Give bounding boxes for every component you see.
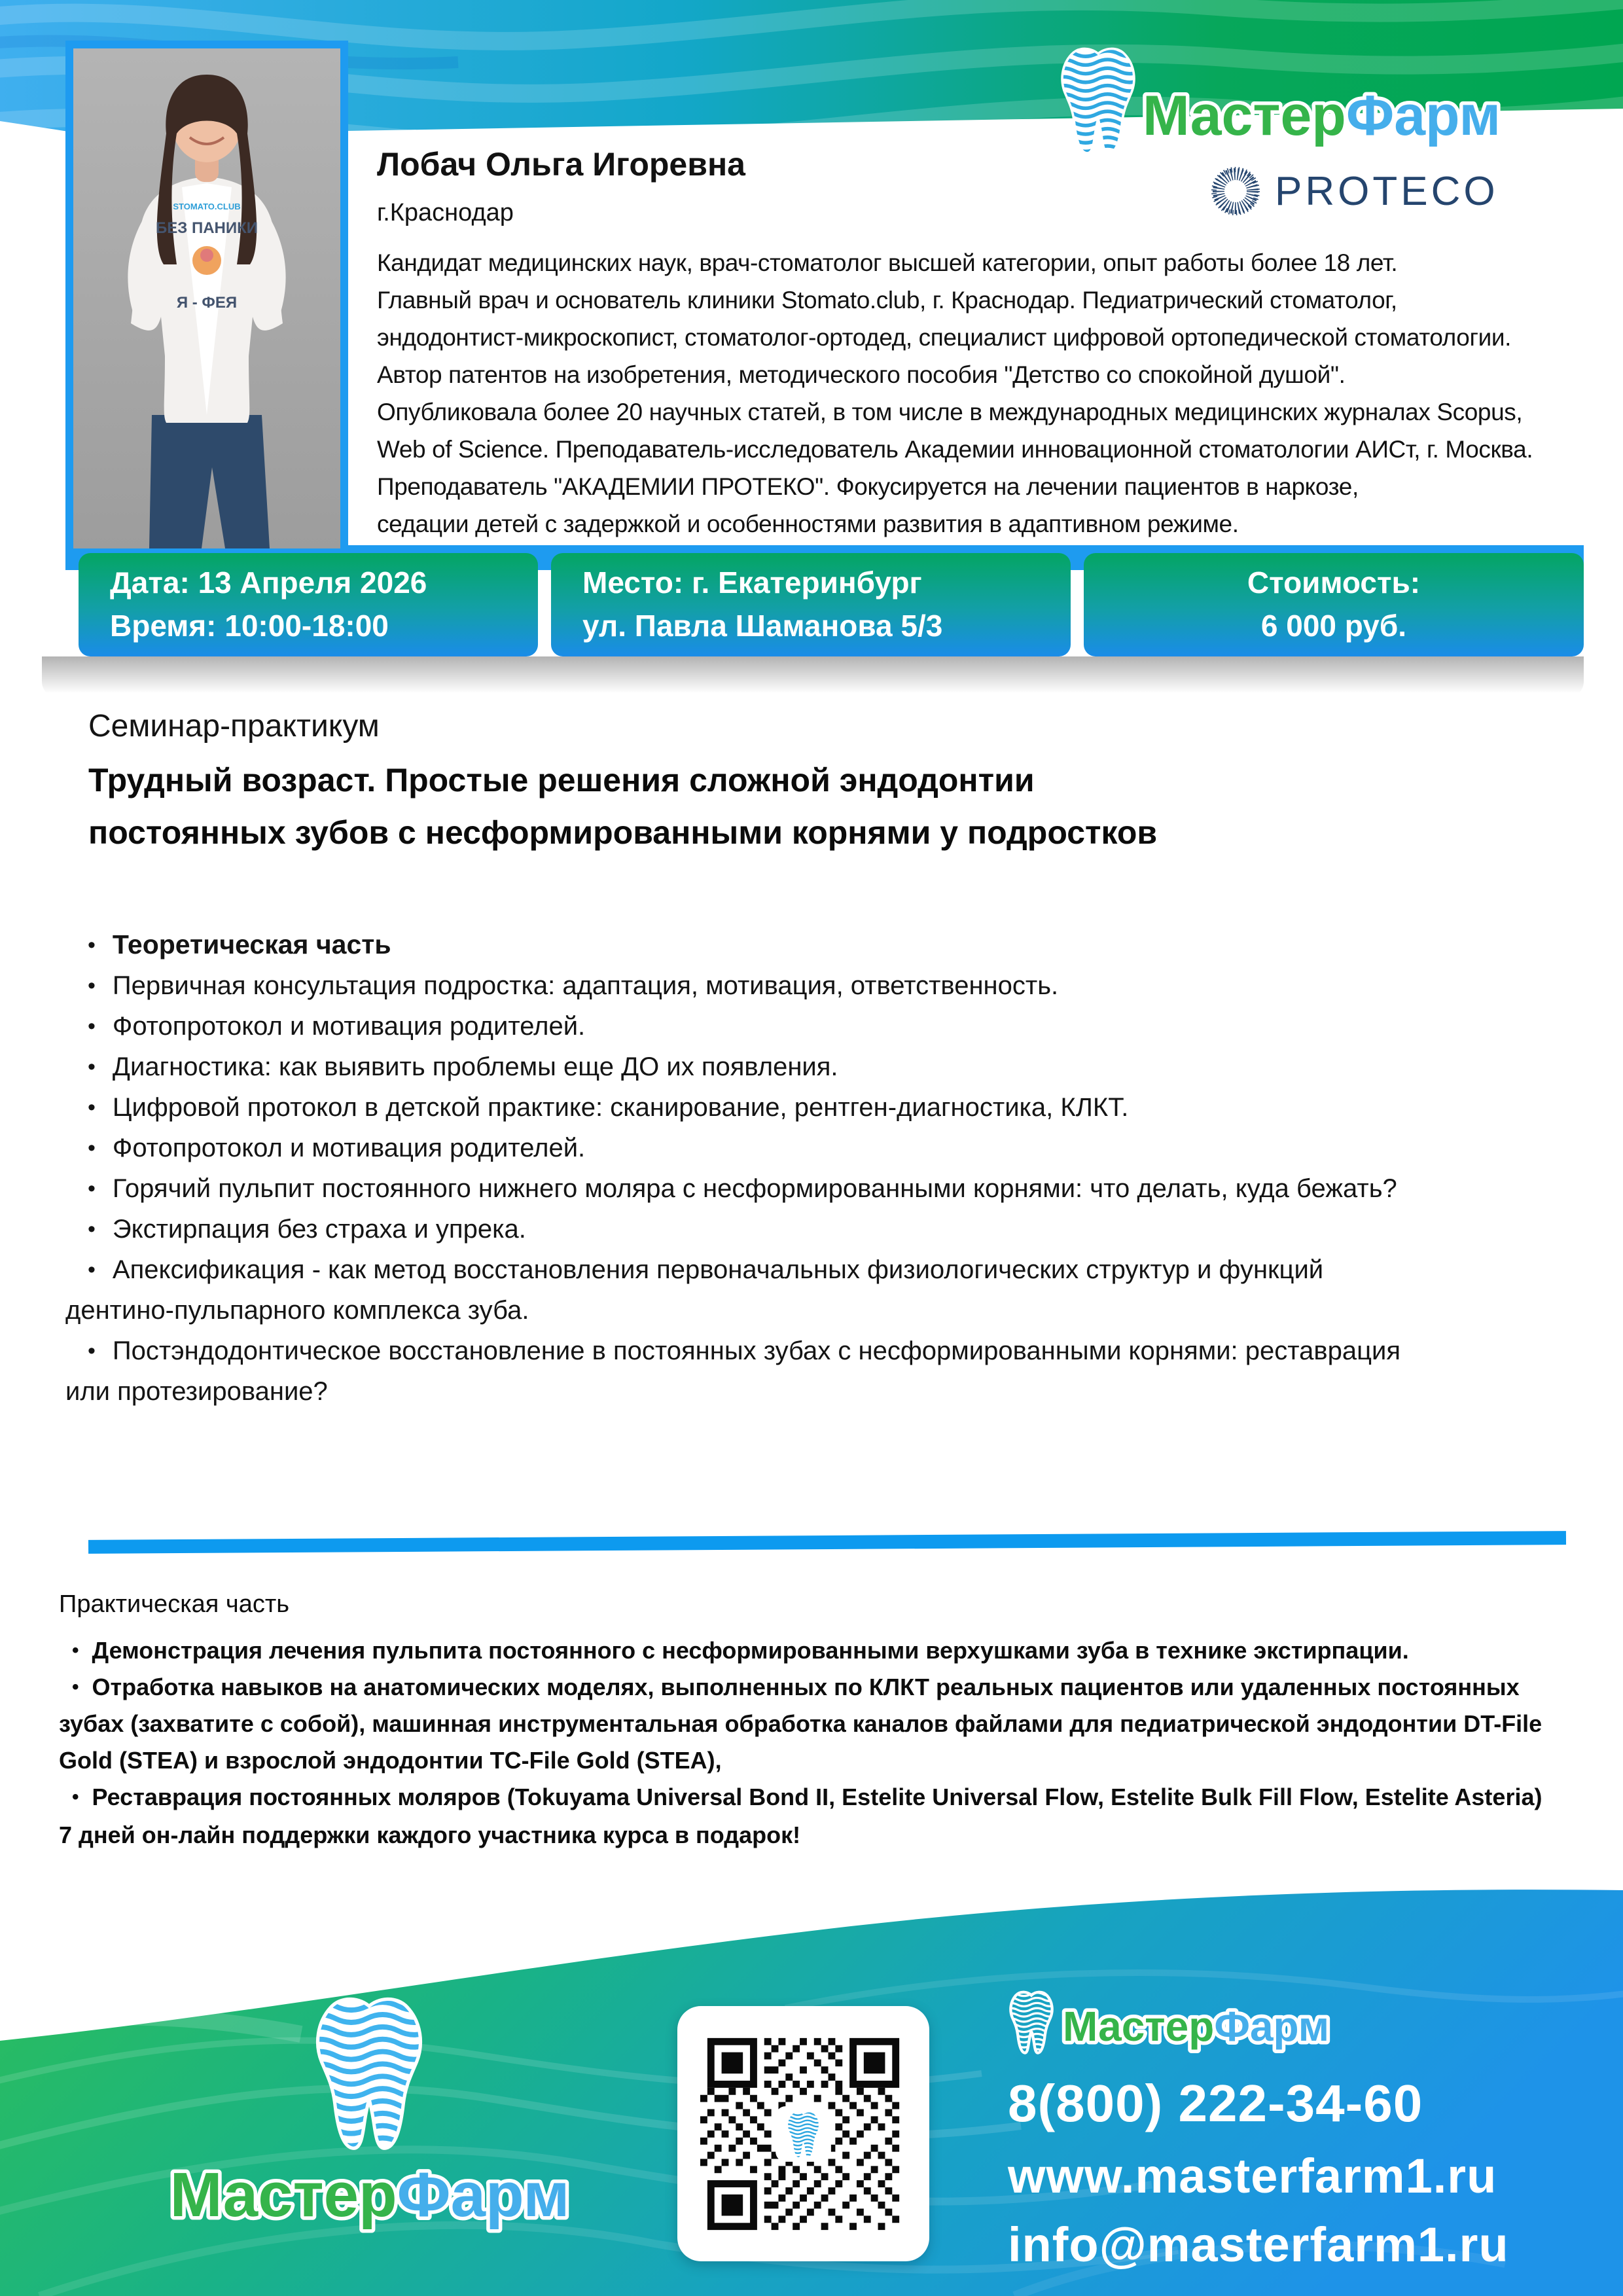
shirt-text-line1: БЕЗ ПАНИКИ [155, 219, 259, 237]
list-item-text: Диагностика: как выявить проблемы еще ДО их появления. [112, 1052, 838, 1081]
price-value: 6 000 руб. [1260, 609, 1407, 643]
seminar-kicker: Семинар-практикум [88, 709, 380, 744]
address-label: ул. Павла Шаманова 5/3 [582, 609, 943, 643]
masterfarm-logo-text-small: МастерФарм [1063, 2003, 1330, 2050]
masterfarm-logo-text-footer: МастерФарм [169, 2160, 570, 2230]
shirt-brand-text: STOMATO.CLUB [173, 202, 241, 211]
section-divider [88, 1531, 1566, 1554]
masterfarm-logo-footer [134, 2151, 605, 2239]
bullet-icon: • [88, 1257, 96, 1282]
list-item [65, 1168, 1414, 1209]
list-item-text: Демонстрация лечения пульпита постоянного с несформированными верхушками зуба в технике экстирпации. [92, 1637, 1409, 1664]
footer-contacts [1008, 1987, 1509, 2272]
practice-heading: Практическая часть [59, 1590, 290, 1618]
price-label: Стоимость: [1247, 565, 1421, 600]
bullet-icon: • [72, 1676, 79, 1698]
shirt-text-line2: Я - ФЕЯ [176, 294, 238, 312]
list-item [65, 965, 1414, 1006]
speaker-portrait-illustration [73, 48, 340, 548]
list-item-text: Постэндодонтическое восстановление в постоянных зубах с несформированными корнями: реставрация или протезирование? [65, 1336, 1401, 1406]
practice-section [59, 1587, 1564, 1854]
list-item [65, 1087, 1414, 1128]
speaker-bio-line: эндодонтист-микроскопист, стоматолог-ортодед, специалист цифровой ортопедической стоматологии. [377, 324, 1511, 351]
list-item-text: Отработка навыков на анатомических моделях, выполненных по КЛКТ реальных пациентов или удаленных постоянных зубах (захватите с собой), машинная инструментальная обработка каналов файлами для педиатрической эндодонтии DT-File Gold (STEA) и взрослой эндодонтии TC-File Gold (STEA), [59, 1674, 1543, 1774]
proteco-logo-text: PROTECO [1275, 168, 1499, 214]
list-item-text: Первичная консультация подростка: адаптация, мотивация, ответственность. [112, 971, 1059, 1000]
phone-number[interactable]: 8(800) 222-34-60 [1008, 2074, 1423, 2132]
list-item [59, 1632, 1564, 1669]
info-box-date [79, 553, 538, 656]
list-item-text: Реставрация постоянных моляров (Tokuyama Universal Bond II, Estelite Universal Flow, Estelite Bulk Fill Flow, Estelite Asteria) [92, 1784, 1543, 1810]
bullet-icon: • [88, 1136, 96, 1160]
info-box-place [551, 553, 1071, 656]
speaker-photo [65, 41, 348, 556]
list-item-text: Апексификация - как метод восстановления первоначальных физиологических структур и функций дентино-пульпарного комплекса зуба. [65, 1255, 1324, 1325]
masterfarm-logo-footer-small [1008, 1987, 1509, 2059]
list-item-text: Экстирпация без страха и упрека. [112, 1215, 526, 1244]
website-link[interactable]: www.masterfarm1.ru [1008, 2149, 1497, 2203]
seminar-title-line1: Трудный возраст. Простые решения сложной эндодонтии [88, 762, 1035, 798]
masterfarm-logo-text: МастерФарм [1143, 84, 1501, 147]
theory-heading-item [65, 924, 1414, 965]
speaker-bio-line: седации детей с задержкой и особенностями развития в адаптивном режиме. [377, 511, 1239, 537]
email-link[interactable]: info@masterfarm1.ru [1008, 2217, 1509, 2272]
bullet-icon: • [88, 1176, 96, 1201]
bullet-icon: • [88, 1054, 96, 1079]
list-item [65, 1331, 1414, 1412]
list-item-text: Горячий пульпит постоянного нижнего моляра с несформированными корнями: что делать, куда бежать? [112, 1174, 1397, 1203]
bullet-icon: • [88, 1217, 96, 1242]
bullet-icon: • [88, 1338, 96, 1363]
speaker-name: Лобач Ольга Игоревна [377, 146, 745, 183]
list-item [65, 1249, 1414, 1331]
speaker-bio-line: Кандидат медицинских наук, врач-стоматолог высшей категории, опыт работы более 18 лет. [377, 249, 1398, 276]
list-item [65, 1209, 1414, 1249]
time-label: Время: 10:00-18:00 [110, 609, 389, 643]
qr-code[interactable] [700, 2031, 906, 2237]
bonus-note: 7 дней он-лайн поддержки каждого участника курса в подарок! [59, 1821, 801, 1848]
info-box-price [1084, 553, 1584, 656]
bullet-icon: • [72, 1640, 79, 1661]
speaker-bio-line: Опубликовала более 20 научных статей, в том числе в международных медицинских журналах Scopus, [377, 399, 1523, 425]
masterfarm-tooth-icon-footer [313, 1995, 425, 2152]
list-item [65, 1047, 1414, 1087]
theory-heading: Теоретическая часть [112, 929, 391, 960]
list-item-text: Цифровой протокол в детской практике: сканирование, рентген-диагностика, КЛКТ. [112, 1093, 1129, 1122]
list-item-text: Фотопротокол и мотивация родителей. [112, 1012, 586, 1041]
bullet-icon: • [88, 973, 96, 998]
bullet-icon: • [88, 933, 96, 958]
seminar-title-line2: постоянных зубов с несформированными корнями у подростков [88, 814, 1158, 851]
theory-section [65, 924, 1414, 1412]
list-item [65, 1128, 1414, 1168]
date-label: Дата: 13 Апреля 2026 [110, 565, 427, 600]
bullet-icon: • [88, 1014, 96, 1039]
speaker-bio-line: Главный врач и основатель клиники Stomato.club, г. Краснодар. Педиатрический стоматолог, [377, 287, 1397, 314]
list-item [65, 1006, 1414, 1047]
bullet-icon: • [72, 1786, 79, 1808]
list-item-text: Фотопротокол и мотивация родителей. [112, 1134, 586, 1162]
speaker-bio-line: Автор патентов на изобретения, методического пособия "Детство со спокойной душой". [377, 361, 1346, 388]
speaker-city: г.Краснодар [377, 199, 514, 226]
place-label: Место: г. Екатеринбург [582, 565, 922, 600]
header-card-shadow [42, 656, 1584, 698]
list-item [59, 1669, 1564, 1779]
list-item [59, 1779, 1564, 1816]
masterfarm-tooth-icon-small [1008, 1992, 1070, 2053]
speaker-info [377, 145, 1592, 543]
seminar-title [88, 754, 1594, 859]
bullet-icon: • [88, 1095, 96, 1120]
speaker-bio-line: Преподаватель "АКАДЕМИИ ПРОТЕКО". Фокусируется на лечении пациентов в наркозе, [377, 473, 1359, 500]
speaker-bio-line: Web of Science. Преподаватель-исследователь Академии инновационной стоматологии АИСт, г. Москва. [377, 436, 1533, 463]
qr-card [677, 2006, 929, 2261]
